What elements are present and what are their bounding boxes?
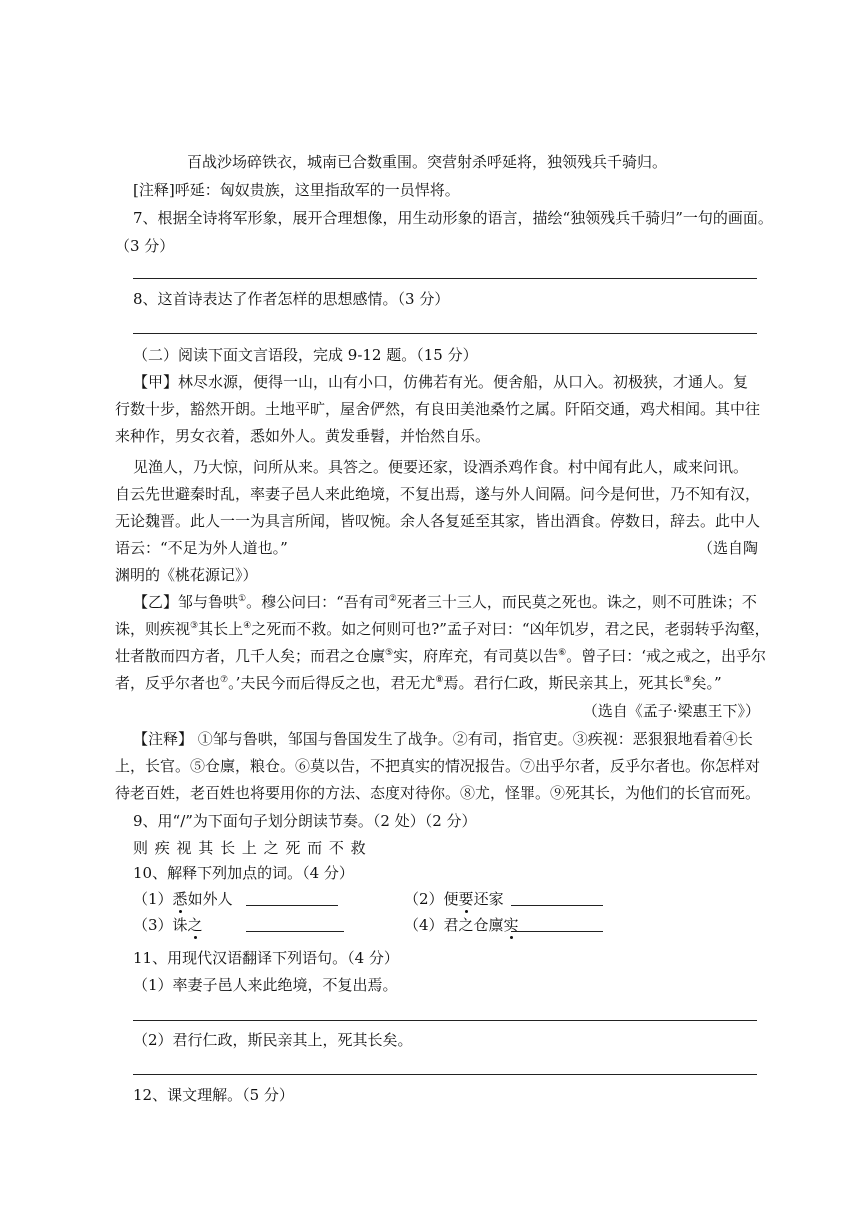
question-11-sentence-2: （2）君行仁政，斯民亲其上，死其长矣。 (133, 1031, 413, 1049)
q10-item-3: （3）诛之 (133, 916, 203, 934)
question-11-sentence-1: （1）率妻子邑人来此绝境，不复出焉。 (133, 976, 398, 994)
q10-item-4: （4）君之仓廪实 (404, 916, 519, 934)
question-11: 11、用现代汉语翻译下列语句。（4 分） (133, 949, 399, 967)
passage-jia-line-7: 语云：“不足为外人道也。” (115, 539, 288, 557)
passage-jia-source-b: 渊明的《桃花源记》） (115, 566, 258, 584)
question-10: 10、解释下列加点的词。（4 分） (133, 864, 354, 882)
q10-item-2: （2）便要还家 (404, 890, 504, 908)
poem-note: [注释]呼延：匈奴贵族，这里指敌军的一员悍将。 (133, 181, 460, 199)
notes-line-3: 待老百姓，老百姓也将要用你的方法、态度对待你。⑧尤，怪罪。⑨死其长，为他们的长官而死。 (115, 784, 761, 802)
question-9: 9、用“/”为下面句子划分朗读节奏。（2 处）（2 分） (133, 812, 477, 830)
q10-item-1: （1）悉如外人 (133, 890, 233, 908)
q10-blank-1[interactable] (246, 891, 338, 906)
passage-jia-line-3: 来种作，男女衣着，悉如外人。黄发垂髫，并怡然自乐。 (115, 427, 491, 445)
answer-line-q8 (133, 333, 757, 334)
passage-yi-line-4: 者，反乎尔者也⑦。’夫民今而后得反之也，君无尤⑧焉。君行仁政，斯民亲其上，死其长⑨矣。” (115, 674, 722, 692)
passage-jia-source-a: （选自陶 (697, 539, 758, 557)
passage-yi-source: （选自《孟子·梁惠王下》） (582, 702, 760, 720)
q10-blank-3[interactable] (246, 917, 344, 932)
poem-last-line: 百战沙场碎铁衣，城南已合数重围。突营射杀呼延将，独领残兵千骑归。 (187, 153, 668, 171)
notes-line-1: 【注释】 ①邹与鲁哄，邹国与鲁国发生了战争。②有司，指官吏。③疾视：恶狠狠地看着④长 (133, 730, 753, 748)
passage-jia-line-5: 自云先世避秦时乱，率妻子邑人来此绝境，不复出焉，遂与外人间隔。问今是何世，乃不知有汉， (115, 485, 761, 503)
passage-yi-line-3: 壮者散而四方者，几千人矣；而君之仓廪⑤实，府库充，有司莫以告⑥。曾子曰：‘戒之戒之，出乎尔 (115, 647, 766, 665)
passage-yi-line-2: 诛，则疾视③其长上④之死而不救。如之何则可也?”孟子对曰：“凶年饥岁，君之民，老弱转乎沟壑， (115, 620, 770, 638)
question-8: 8、这首诗表达了作者怎样的思想感情。（3 分） (133, 290, 450, 308)
section-2-heading: （二）阅读下面文言语段，完成 9-12 题。（15 分） (133, 346, 478, 364)
passage-yi-line-1: 【乙】邹与鲁哄①。穆公问曰：“吾有司②死者三十三人，而民莫之死也。诛之，则不可胜诛；不 (133, 593, 757, 611)
answer-line-q7 (133, 278, 757, 279)
question-7-score: （3 分） (115, 237, 175, 255)
passage-jia-line-6: 无论魏晋。此人一一为具言所闻，皆叹惋。余人各复延至其家，皆出酒食。停数日，辞去。此中人 (115, 512, 761, 530)
q10-blank-4[interactable] (511, 917, 603, 932)
answer-line-q11-2 (133, 1074, 757, 1075)
passage-jia-line-4: 见渔人，乃大惊，问所从来。具答之。便要还家，设酒杀鸡作食。村中闻有此人，咸来问讯。 (133, 458, 749, 476)
question-9-sentence: 则 疾 视 其 长 上 之 死 而 不 救 (133, 839, 367, 857)
q10-blank-2[interactable] (511, 891, 603, 906)
passage-jia-line-1: 【甲】林尽水源，便得一山，山有小口，仿佛若有光。便舍船，从口入。初极狭，才通人。复 (133, 373, 749, 391)
answer-line-q11-1 (133, 1020, 757, 1021)
question-7: 7、根据全诗将军形象，展开合理想像，用生动形象的语言，描绘“独领残兵千骑归”一句的画面。 (133, 209, 773, 227)
passage-jia-line-2: 行数十步，豁然开朗。土地平旷，屋舍俨然，有良田美池桑竹之属。阡陌交通，鸡犬相闻。其中往 (115, 400, 761, 418)
notes-line-2: 上，长官。⑤仓廪，粮仓。⑥莫以告，不把真实的情况报告。⑦出乎尔者，反乎尔者也。你怎样对 (115, 757, 761, 775)
question-12: 12、课文理解。（5 分） (133, 1086, 294, 1104)
